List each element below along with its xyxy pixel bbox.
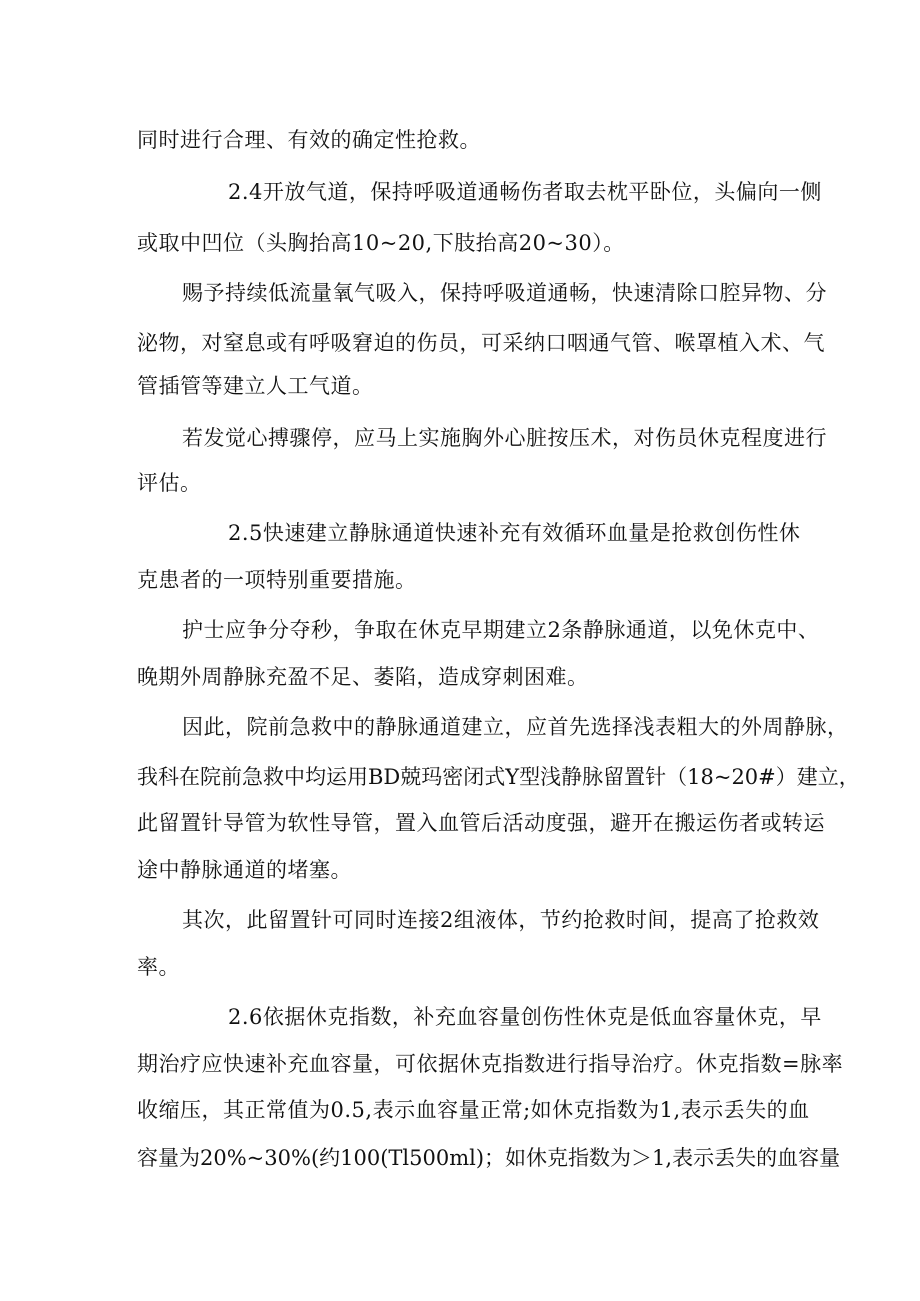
paragraph-5-line-2: 克患者的一项特别重要措施。 (137, 568, 417, 592)
paragraph-8-line-1: 其次，此留置针可同时连接2组液体，节约抢救时间，提高了抢救效 (182, 908, 820, 932)
paragraph-2-line-2: 或取中凹位（头胸抬高10~20,下肢抬高20~30）。 (137, 231, 625, 255)
paragraph-9-line-1: 2.6依据休克指数，补充血容量创伤性休克是低血容量休克，早 (228, 1005, 822, 1029)
paragraph-7-line-2: 我科在院前急救中均运用BD兢玛密闭式Y型浅静脉留置针（18~20#）建立， (137, 765, 860, 789)
paragraph-9-line-3: 收缩压，其正常值为0.5,表示血容量正常;如休克指数为1,表示丢失的血 (137, 1098, 810, 1122)
paragraph-7-line-4: 途中静脉通道的堵塞。 (137, 858, 352, 882)
paragraph-3-line-3: 管插管等建立人工气道。 (137, 374, 374, 398)
paragraph-4-line-1: 若发觉心搏骤停，应马上实施胸外心脏按压术，对伤员休克程度进行 (182, 426, 827, 450)
paragraph-9-line-4: 容量为20%~30%(约100(Tl500ml)；如休克指数为＞1,表示丢失的血容量 (137, 1146, 841, 1170)
paragraph-2-line-1: 2.4开放气道，保持呼吸道通畅伤者取去枕平卧位，头偏向一侧 (228, 180, 822, 204)
paragraph-9-line-2: 期治疗应快速补充血容量，可依据休克指数进行指导治疗。休克指数=脉率 (137, 1052, 844, 1076)
paragraph-4-line-2: 评估。 (137, 471, 202, 495)
paragraph-8-line-2: 率。 (137, 955, 180, 979)
paragraph-1-line-1: 同时进行合理、有效的确定性抢救。 (137, 128, 481, 152)
paragraph-5-line-1: 2.5快速建立静脉通道快速补充有效循环血量是抢救创伤性休 (228, 521, 801, 545)
paragraph-7-line-3: 此留置针导管为软性导管，置入血管后活动度强，避开在搬运伤者或转运 (137, 811, 825, 835)
paragraph-6-line-2: 晚期外周静脉充盈不足、萎陷，造成穿刺困难。 (137, 665, 589, 689)
paragraph-7-line-1: 因此，院前急救中的静脉通道建立，应首先选择浅表粗大的外周静脉， (182, 715, 849, 739)
paragraph-3-line-1: 赐予持续低流量氧气吸入，保持呼吸道通畅，快速清除口腔异物、分 (182, 281, 827, 305)
paragraph-3-line-2: 泌物，对窒息或有呼吸窘迫的伤员，可采纳口咽通气管、喉罩植入术、气 (137, 331, 825, 355)
paragraph-6-line-1: 护士应争分夺秒，争取在休克早期建立2条静脉通道，以免休克中、 (182, 618, 820, 642)
